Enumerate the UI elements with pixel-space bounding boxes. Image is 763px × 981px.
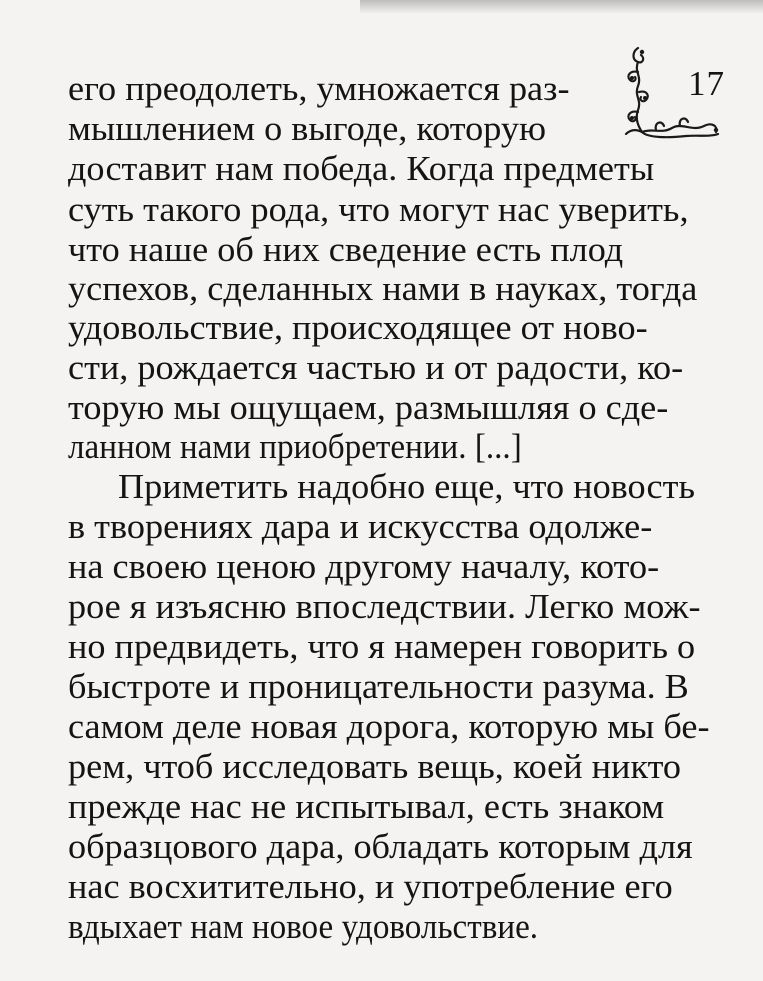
text-line: доставит нам победа. Когда предметы [68, 150, 655, 188]
text-line: в творениях дара и искусства одолже- [68, 508, 653, 546]
text-line: торую мы ощущаем, размышляя о сде- [68, 389, 669, 427]
text-line: Приметить надобно еще, что новость [118, 468, 695, 506]
page-number: 17 [688, 64, 725, 103]
text-line: ланном нами приобретении. [...] [68, 428, 522, 466]
text-line: но предвидеть, что я намерен говорить о [68, 628, 696, 666]
text-line: его преодолеть, умножается раз- [68, 70, 570, 108]
text-line: успехов, сделанных нами в науках, тогда [68, 270, 698, 308]
text-line: что наше об них сведение есть плод [68, 231, 624, 269]
text-line: быстроте и проницательности разума. В [68, 668, 689, 706]
scan-shadow [360, 0, 763, 14]
text-line: рое я изъясню впоследствии. Легко мож- [68, 588, 701, 626]
text-line: образцового дара, обладать которым для [68, 828, 693, 866]
text-line: вдыхает нам новое удовольствие. [68, 908, 539, 946]
text-line: рем, чтоб исследовать вещь, коей никто [68, 748, 682, 786]
text-line: суть такого рода, что могут нас уверить, [68, 191, 689, 229]
text-line: на своею ценою другому началу, кото- [68, 548, 660, 586]
text-line: мышлением о выгоде, которую [68, 110, 547, 148]
text-line: самом деле новая дорога, которую мы бе- [68, 708, 710, 746]
text-line: нас восхитительно, и употребление его [68, 868, 673, 906]
text-line: прежде нас не испытывал, есть знаком [68, 788, 665, 826]
text-line: удовольствие, происходящее от ново- [68, 309, 648, 347]
text-line: сти, рождается частью и от радости, ко- [68, 349, 684, 387]
